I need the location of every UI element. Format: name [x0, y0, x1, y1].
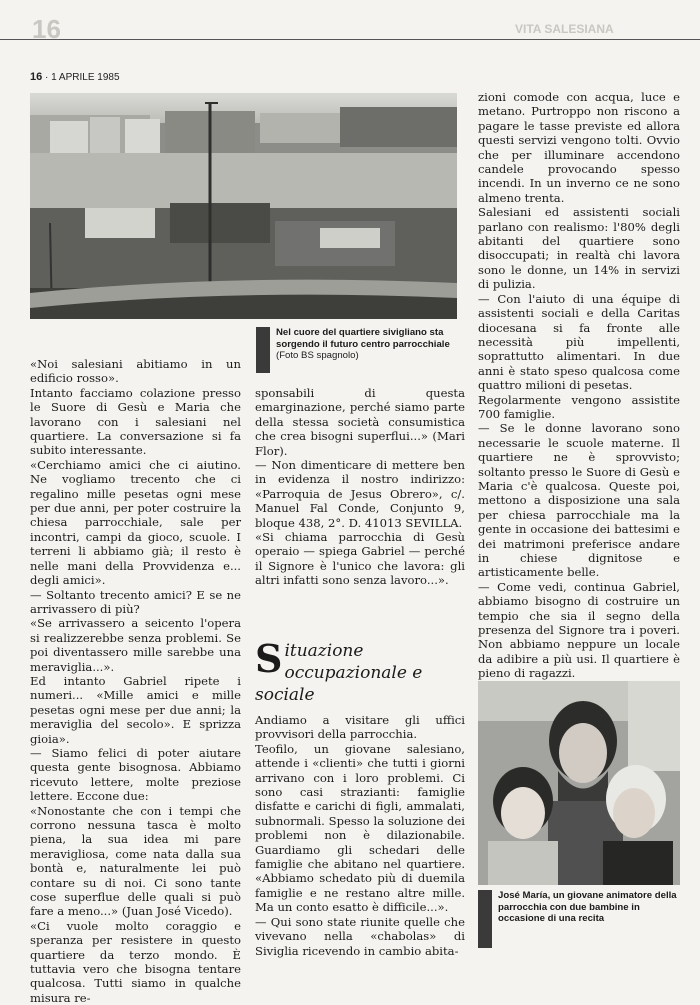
- construction-site-illustration: [30, 93, 457, 319]
- paragraph: — Se le donne lavorano sono necessarie le scuole materne. Il quartiere ne è sprovvisto; soltanto presso le Suore di Gesù e Maria c'è qualcosa. Queste poi, mettono a disposizione una sala per chiesa parrocchiale ma la gente in occasione dei battesimi e dei matrimoni preferisce andare in chiese dignitose e artisticamente belle.: [478, 421, 680, 580]
- ghost-running-head: VITA SALESIANA: [515, 22, 614, 36]
- paragraph: — Con l'aiuto di una équipe di assistenti sociali e della Caritas diocesana si fa fronte alle necessità più impellenti, soprattutto alimentari. In due anni è stato speso qualcosa come quattro milioni di pesetas.: [478, 291, 680, 393]
- paragraph: Teofilo, un giovane salesiano, attende i «clienti» che tutti i giorni arrivano con i loro problemi. Ci sono casi strazianti: famiglie disfatte e carichi di figli, ammalati, subnormali. Spesso la soluzione dei problemi non è dilazionabile. Guardiamo gli schedari delle famiglie che abitano nel quartiere. «Abbiamo schedato più di duemila famiglie e ne restano altre mille. Ma un conto esatto è difficile...».: [255, 741, 465, 915]
- issue-date: · 1 APRILE 1985: [45, 72, 120, 83]
- paragraph: — Qui sono state riunite quelle che vivevano nella «chabolas» di Siviglia ricevendo in cambio abita-: [255, 914, 465, 958]
- paragraph: «Ci vuole molto coraggio e speranza per resistere in questo quartiere da terzo mondo. È tuttavia vero che bisogna tentare qualcosa. Tutti siamo in qualche misura re-: [30, 918, 241, 1005]
- paragraph: «Noi salesiani abitiamo in un edificio rosso».: [30, 357, 241, 386]
- paragraph: Regolarmente vengono assistite 700 famiglie.: [478, 392, 680, 421]
- paragraph: — Soltanto trecento amici? E se ne arrivassero di più?: [30, 587, 241, 616]
- portrait-illustration: [478, 681, 680, 885]
- ghost-page-number: 16: [32, 14, 61, 44]
- paragraph: Salesiani ed assistenti sociali parlano con realismo: l'80% degli abitanti del quartiere sono disoccupati; in realtà chi lavora sono le donne, un 14% in servizi di pulizia.: [478, 205, 680, 292]
- paragraph: zioni comode con acqua, luce e metano. Purtroppo non riscono a pagare le tasse previste ed allora questi servizi vengono tolti. Ovvio che per illuminare accendono candele provocando spesso incendi. In un inverno ce ne sono almeno trenta.: [478, 90, 680, 205]
- paragraph: «Cerchiamo amici che ci aiutino. Ne vogliamo trecento che ci regalino mille pesetas ogni mese per due anni, per poter costruire la chiesa parrocchiale, sale per incontri, campi da gioco, scuole. I terreni li abbiamo già; il resto è nelle mani della Provvidenza e... degli amici».: [30, 457, 241, 588]
- folio: [30, 71, 120, 83]
- caption-text: José María, un giovane animatore della parrocchia con due bambine in occasione di una recita: [498, 890, 677, 924]
- column-3: [478, 90, 680, 724]
- caption-bar: [256, 327, 270, 373]
- section-heading: [255, 636, 465, 706]
- paragraph: «Si chiama parrocchia di Gesù operaio — spiega Gabriel — perché il Signore è l'unico che lavora: gli altri infatti sono senza lavoro...».: [255, 530, 465, 588]
- paragraph: «Nonostante che con i tempi che corrono nessuna tasca è molto piena, la sua idea mi pare meravigliosa, come nata dalla sua bontà e, naturalmente lei può contare su di noi. Ci sono tante cose superflue delle quali si può fare a meno...» (Juan José Vicedo).: [30, 803, 241, 919]
- heading-text: ituazione occupazionale e sociale: [255, 641, 423, 705]
- paragraph: Intanto facciamo colazione presso le Suore di Gesù e Maria che lavorano con i salesiani nel quartiere. La conversazione si fa subito interessante.: [30, 385, 241, 458]
- caption-bar: [478, 890, 492, 948]
- photo-credit: (Foto BS spagnolo): [276, 350, 359, 361]
- top-photo-caption: [256, 327, 456, 373]
- paragraph: — Siamo felici di poter aiutare questa gente bisognosa. Abbiamo ricevuto lettere, molte preziose lettere. Eccone due:: [30, 745, 241, 804]
- column-1: [30, 357, 241, 1005]
- paragraph: Ed intanto Gabriel ripete i numeri... «Mille amici e mille pesetas ogni mese per due anni; la meraviglia del secolo». E sprizza gioia».: [30, 673, 241, 746]
- portrait-caption: [478, 890, 680, 948]
- construction-site-photo: [30, 93, 457, 319]
- column-2-bottom: [255, 713, 465, 958]
- paragraph: — Come vedi, continua Gabriel, abbiamo bisogno di costruire un tempio che sia il segno della presenza del Signore tra i poveri. Non abbiamo neppure un locale da adibire a più usi. Il quartiere è pieno di ragazzi.: [478, 579, 680, 681]
- paragraph: Andiamo a visitare gli uffici provvisori della parrocchia.: [255, 713, 465, 742]
- header-rule: [0, 39, 700, 40]
- paragraph: sponsabili di questa emarginazione, perché siamo parte della stessa società consumistica che crea bisogni superflui...» (Mari Flor).: [255, 386, 465, 458]
- paragraph: — Non dimenticare di mettere ben in evidenza il nostro indirizzo: «Parroquia de Jesus Obrero», c/. Manuel Fal Conde, Conjunto 9, bloque 438, 2°. D. 41013 SEVILLA.: [255, 458, 465, 530]
- page-number: 16: [30, 71, 43, 83]
- paragraph: «Se arrivassero a seicento l'opera si realizzerebbe senza problemi. Se poi diventassero mille sarebbe una meraviglia...».: [30, 616, 241, 674]
- portrait-photo: [478, 681, 680, 885]
- column-2-top: [255, 386, 465, 588]
- heading-initial: S: [255, 636, 283, 681]
- caption-text: Nel cuore del quartiere sivigliano sta sorgendo il futuro centro parrocchiale: [276, 327, 450, 350]
